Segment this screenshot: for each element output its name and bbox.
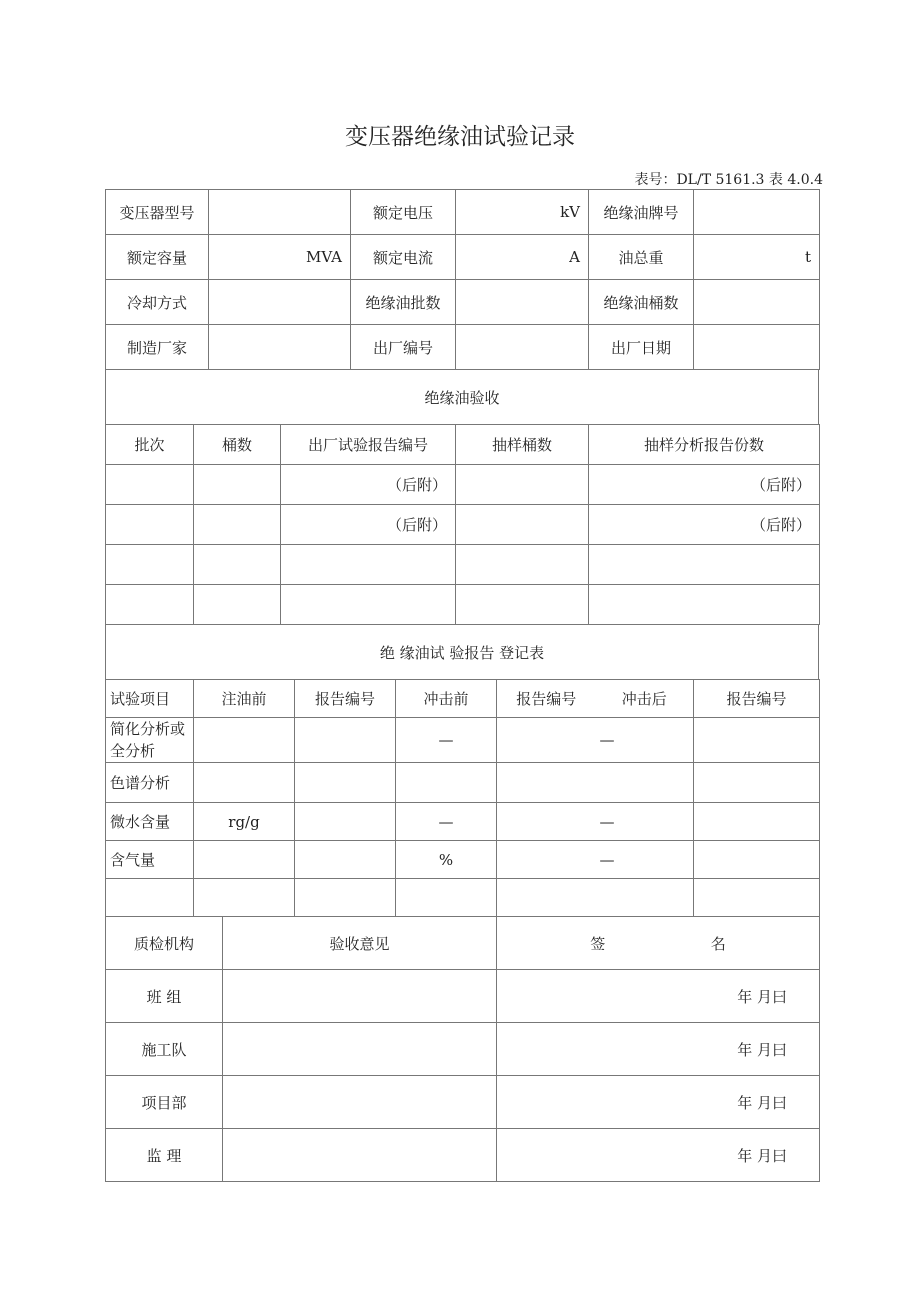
cell[interactable] — [194, 763, 295, 803]
label-current: 额定电流 — [351, 235, 456, 280]
cell[interactable] — [589, 545, 820, 585]
cell[interactable]: rg/g — [194, 803, 295, 841]
cell[interactable]: — — [396, 803, 497, 841]
header-sign-1: 签 — [590, 934, 606, 953]
label-manufacturer: 制造厂家 — [106, 325, 209, 370]
cell[interactable] — [295, 718, 396, 763]
item-label: 含气量 — [106, 841, 194, 879]
header-report-no-2: 报告编号 — [497, 680, 596, 718]
cell[interactable] — [106, 585, 194, 625]
field-oil-weight[interactable]: t — [694, 235, 820, 280]
cell[interactable] — [497, 803, 596, 841]
report-title: 绝 缘油试 验报告 登记表 — [106, 625, 819, 680]
org-label: 班 组 — [106, 970, 223, 1023]
table-row — [106, 1129, 820, 1182]
cell[interactable] — [694, 763, 820, 803]
cell[interactable]: — — [596, 718, 694, 763]
table-row — [106, 841, 820, 879]
cell[interactable] — [497, 841, 596, 879]
cell[interactable] — [194, 505, 281, 545]
opinion-field[interactable] — [223, 970, 497, 1023]
cell[interactable] — [106, 465, 194, 505]
org-label: 监 理 — [106, 1129, 223, 1182]
attached-note[interactable]: （后附） — [281, 505, 456, 545]
field-voltage[interactable]: kV — [456, 190, 589, 235]
cell[interactable] — [694, 718, 820, 763]
cell[interactable] — [295, 763, 396, 803]
cell[interactable] — [194, 585, 281, 625]
cell[interactable] — [497, 763, 596, 803]
label-voltage: 额定电压 — [351, 190, 456, 235]
cell[interactable] — [694, 803, 820, 841]
attached-note[interactable]: （后附） — [281, 465, 456, 505]
cell[interactable] — [281, 545, 456, 585]
cell[interactable] — [456, 505, 589, 545]
label-model: 变压器型号 — [106, 190, 209, 235]
label-barrels: 绝缘油桶数 — [589, 280, 694, 325]
field-serial[interactable] — [456, 325, 589, 370]
cell[interactable]: — — [396, 718, 497, 763]
label-batches: 绝缘油批数 — [351, 280, 456, 325]
header-sample-reports: 抽样分析报告份数 — [589, 425, 820, 465]
cell[interactable] — [295, 879, 396, 917]
cell[interactable]: % — [396, 841, 497, 879]
table-row — [106, 718, 820, 763]
cell[interactable] — [497, 879, 596, 917]
header-sign-2: 名 — [710, 934, 726, 953]
cell[interactable] — [281, 585, 456, 625]
cell[interactable] — [694, 841, 820, 879]
cell[interactable] — [396, 879, 497, 917]
field-model[interactable] — [209, 190, 351, 235]
cell[interactable] — [106, 545, 194, 585]
cell[interactable] — [194, 545, 281, 585]
header-report-no-1: 报告编号 — [295, 680, 396, 718]
cell[interactable] — [456, 545, 589, 585]
header-sample-barrels: 抽样桶数 — [456, 425, 589, 465]
header-opinion: 验收意见 — [223, 917, 497, 970]
label-oil-brand: 绝缘油牌号 — [589, 190, 694, 235]
opinion-field[interactable] — [223, 1129, 497, 1182]
cell[interactable] — [497, 718, 596, 763]
acceptance-table — [105, 424, 820, 625]
signature-date[interactable]: 年 月曰 — [497, 1076, 820, 1129]
field-current[interactable]: A — [456, 235, 589, 280]
header-before-impulse: 冲击前 — [396, 680, 497, 718]
table-row — [106, 970, 820, 1023]
table-row — [106, 879, 820, 917]
header-qc-org: 质检机构 — [106, 917, 223, 970]
signature-date[interactable]: 年 月曰 — [497, 1023, 820, 1076]
header-batch: 批次 — [106, 425, 194, 465]
form-code: 表号：DL/T 5161.3 表 4.0.4 — [634, 172, 823, 188]
table-row — [106, 465, 820, 505]
cell[interactable] — [589, 585, 820, 625]
header-barrels: 桶数 — [194, 425, 281, 465]
item-label: 色谱分析 — [106, 763, 194, 803]
attached-note[interactable]: （后附） — [589, 465, 820, 505]
record-form — [105, 190, 819, 1182]
page-title: 变压器绝缘油试验记录 — [345, 124, 575, 150]
field-oil-brand[interactable] — [694, 190, 820, 235]
table-row — [106, 763, 820, 803]
header-item: 试验项目 — [106, 680, 194, 718]
label-date: 出厂日期 — [589, 325, 694, 370]
header-report-no-3: 报告编号 — [694, 680, 820, 718]
cell[interactable] — [396, 763, 497, 803]
header-pre-fill: 注油前 — [194, 680, 295, 718]
signature-date[interactable]: 年 月曰 — [497, 970, 820, 1023]
label-oil-weight: 油总重 — [589, 235, 694, 280]
label-cooling: 冷却方式 — [106, 280, 209, 325]
cell[interactable] — [106, 505, 194, 545]
transformer-info-table — [105, 189, 820, 370]
field-batches[interactable] — [456, 280, 589, 325]
org-label: 项目部 — [106, 1076, 223, 1129]
header-signature — [497, 917, 820, 970]
table-row — [106, 803, 820, 841]
cell[interactable] — [295, 841, 396, 879]
table-row — [106, 545, 820, 585]
cell[interactable] — [694, 879, 820, 917]
table-row — [106, 585, 820, 625]
org-label: 施工队 — [106, 1023, 223, 1076]
acceptance-title: 绝缘油验收 — [106, 370, 819, 425]
field-manufacturer[interactable] — [209, 325, 351, 370]
signoff-table — [105, 916, 820, 1182]
cell[interactable] — [596, 879, 694, 917]
cell[interactable] — [194, 465, 281, 505]
field-barrels[interactable] — [694, 280, 820, 325]
item-label: 微水含量 — [106, 803, 194, 841]
cell[interactable] — [456, 585, 589, 625]
field-cooling[interactable] — [209, 280, 351, 325]
label-serial: 出厂编号 — [351, 325, 456, 370]
table-row — [106, 1023, 820, 1076]
header-after-impulse: 冲击后 — [596, 680, 694, 718]
signature-date[interactable]: 年 月曰 — [497, 1129, 820, 1182]
opinion-field[interactable] — [223, 1076, 497, 1129]
field-capacity[interactable]: MVA — [209, 235, 351, 280]
item-label: 简化分析或全分析 — [106, 718, 194, 763]
field-date[interactable] — [694, 325, 820, 370]
cell[interactable] — [456, 465, 589, 505]
table-row — [106, 505, 820, 545]
cell[interactable] — [194, 841, 295, 879]
cell[interactable] — [295, 803, 396, 841]
table-row — [106, 1076, 820, 1129]
cell[interactable] — [194, 879, 295, 917]
cell[interactable] — [194, 718, 295, 763]
report-table — [105, 679, 820, 917]
attached-note[interactable]: （后附） — [589, 505, 820, 545]
cell[interactable] — [596, 763, 694, 803]
label-capacity: 额定容量 — [106, 235, 209, 280]
cell[interactable]: — — [596, 841, 694, 879]
opinion-field[interactable] — [223, 1023, 497, 1076]
header-factory-report: 出厂试验报告编号 — [281, 425, 456, 465]
cell[interactable] — [106, 879, 194, 917]
cell[interactable]: — — [596, 803, 694, 841]
